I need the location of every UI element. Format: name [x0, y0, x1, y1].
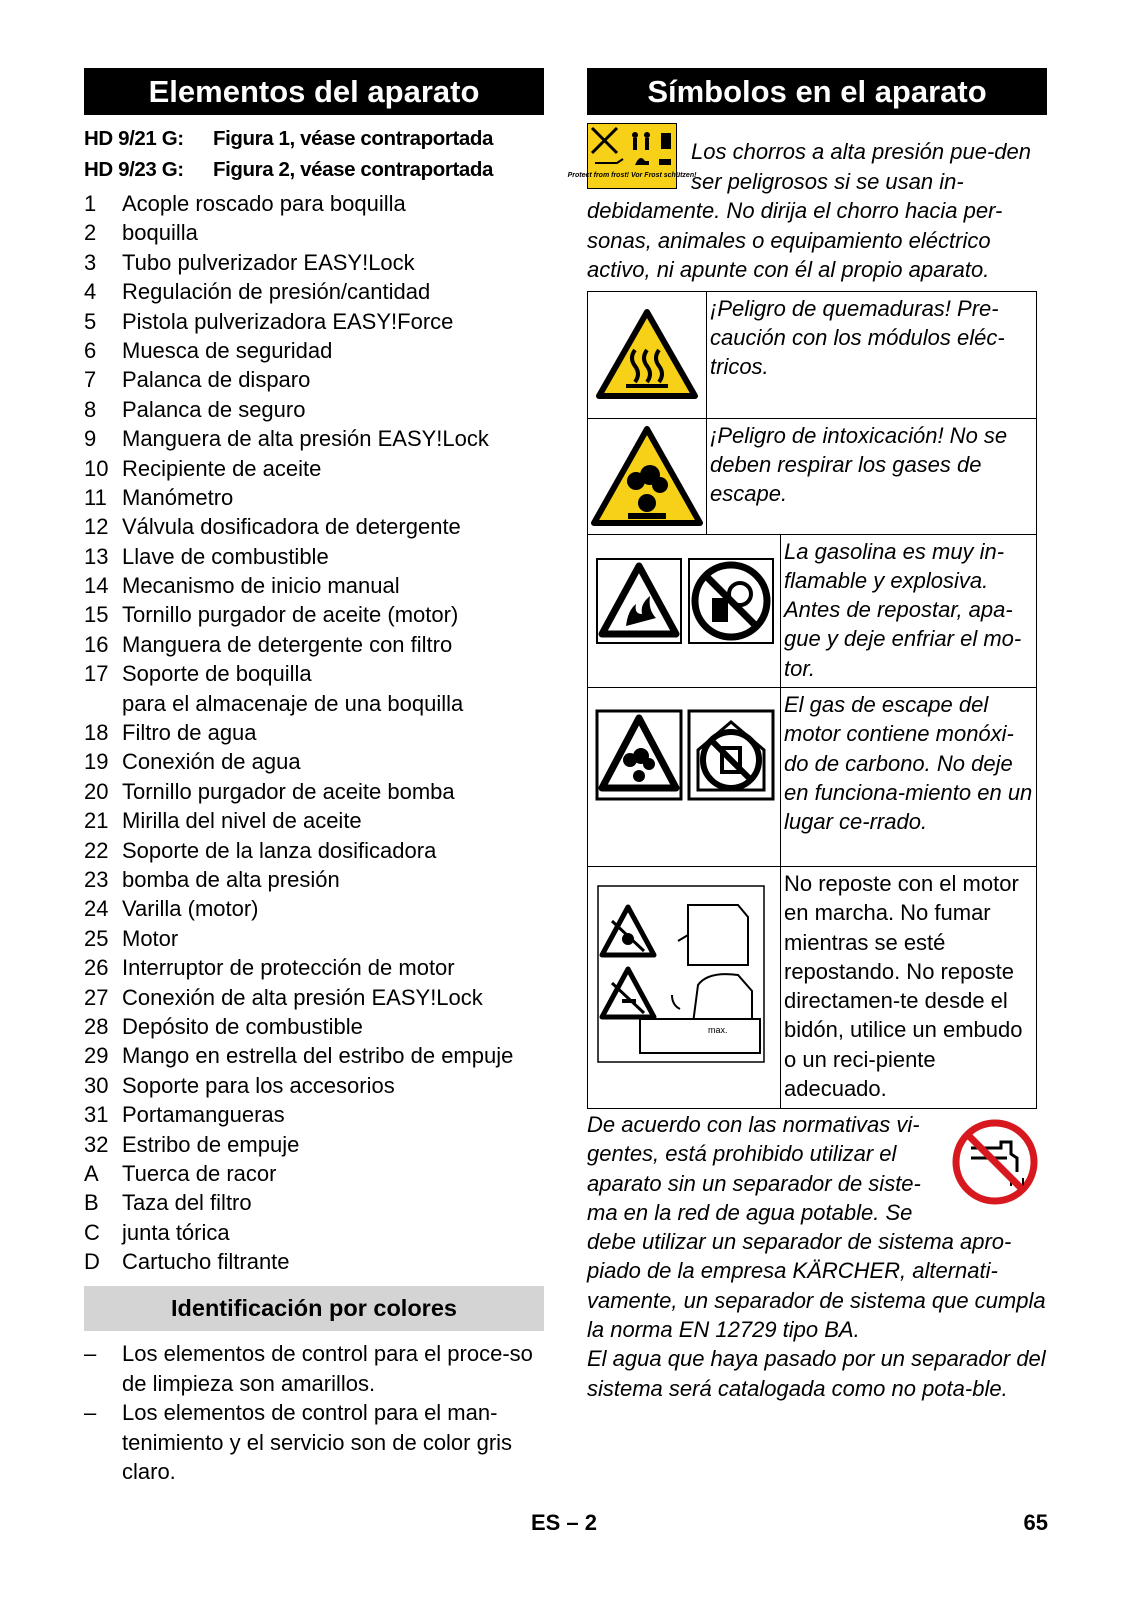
part-number: C [84, 1219, 100, 1245]
part-number: B [84, 1190, 99, 1216]
list-item [84, 600, 544, 629]
part-label: Cartucho filtrante [122, 1249, 290, 1275]
symbols-table-wide [587, 534, 1037, 1109]
list-item [84, 542, 544, 571]
list-item [84, 689, 544, 718]
part-number: 20 [84, 778, 109, 804]
symbol-cell [588, 418, 707, 534]
part-number: 10 [84, 455, 109, 481]
part-number: 15 [84, 602, 109, 628]
part-number: 1 [84, 191, 97, 216]
part-number: 22 [84, 837, 109, 863]
list-item [84, 630, 544, 659]
list-item [84, 865, 544, 894]
model-line-hd921 [84, 123, 544, 154]
part-number: 12 [84, 514, 109, 540]
list-item [84, 1130, 544, 1159]
list-item [84, 248, 544, 277]
list-item [84, 336, 544, 365]
part-number: 25 [84, 925, 109, 951]
water-note-text1: De acuerdo con las normativas vi-gentes, está prohibido utilizar el aparato sin un separador de siste-ma en la red de agua potable. Se debe utilizar un separador de sistema apro-piado de la empresa KÄRCHER, alternati-vamente, un separador de sistema que cumpla la norma EN 12729 tipo BA. [587, 1111, 1046, 1343]
part-number: 7 [84, 367, 97, 393]
refuel-funnel-icon [588, 885, 775, 1085]
part-label: Tuerca de racor [122, 1160, 277, 1186]
no-drinking-water-connection-icon [951, 1118, 1039, 1206]
high-pressure-jet-pictogram-icon [567, 123, 697, 189]
part-number: 21 [84, 808, 109, 834]
water-separator-note [587, 1110, 1047, 1403]
part-label: Tornillo purgador de aceite bomba [122, 778, 455, 804]
part-number: 32 [84, 1131, 109, 1157]
table-row [588, 866, 1037, 1108]
part-label: Soporte de boquilla [122, 661, 312, 687]
part-label: Palanca de seguro [122, 396, 306, 422]
list-item [84, 1071, 544, 1100]
footer-section-label: ES – 2 [530, 1510, 598, 1535]
table-row [588, 534, 1037, 687]
table-row [588, 687, 1037, 866]
part-number: 13 [84, 543, 109, 569]
list-item [84, 307, 544, 336]
part-label: Palanca de disparo [122, 367, 311, 393]
part-label: bomba de alta presión [122, 866, 340, 892]
part-label: para el almacenaje de una boquilla [122, 690, 464, 716]
part-number: 5 [84, 308, 97, 334]
list-item [84, 924, 544, 953]
no-closed-room-icon [688, 710, 774, 800]
part-label: Estribo de empuje [122, 1131, 300, 1157]
part-label: Soporte de la lanza dosificadora [122, 837, 437, 863]
part-label: Depósito de combustible [122, 1013, 363, 1039]
part-number: 18 [84, 720, 109, 746]
part-number: 9 [84, 426, 97, 452]
part-number: 19 [84, 749, 109, 775]
part-label: Tubo pulverizador EASY!Lock [122, 249, 415, 275]
model-ref: Figura 2, véase contraportada [213, 158, 494, 181]
list-item [84, 1041, 544, 1070]
part-label: Mirilla del nivel de aceite [122, 808, 362, 834]
canister-max-label: max. [708, 1024, 728, 1035]
list-item [84, 424, 544, 453]
symbol-text: ¡Peligro de quemaduras! Pre-caución con los módulos eléc-tricos. [707, 291, 1037, 418]
part-label: Mango en estrella del estribo de empuje [122, 1043, 514, 1069]
part-label: Regulación de presión/cantidad [122, 279, 431, 305]
part-number [84, 689, 122, 718]
table-row [588, 418, 1037, 534]
right-column [567, 68, 1047, 1403]
list-item [84, 747, 544, 776]
list-item [84, 1247, 544, 1276]
symbol-cell [588, 866, 781, 1108]
list-item [84, 395, 544, 424]
model-code: HD 9/21 G: [84, 127, 184, 150]
part-number: 17 [84, 661, 109, 687]
list-item [84, 1012, 544, 1041]
part-number: 8 [84, 396, 97, 422]
part-label: Conexión de agua [122, 749, 301, 775]
model-line-hd923 [84, 154, 544, 185]
toxic-gas-warning-icon [588, 419, 706, 529]
color-list [84, 1339, 544, 1487]
part-number: 2 [84, 220, 97, 246]
list-item [84, 277, 544, 306]
part-label: Interruptor de protección de motor [122, 955, 455, 981]
pictogram-text: Protect from frost! Vor Frost schützen! [567, 172, 697, 179]
flammable-warning-icon [596, 558, 682, 644]
parts-list [84, 189, 544, 1276]
part-label: Muesca de seguridad [122, 337, 333, 363]
part-number: 4 [84, 279, 97, 305]
part-label: Motor [122, 925, 179, 951]
list-item [84, 483, 544, 512]
list-item [84, 1100, 544, 1129]
table-row [588, 291, 1037, 418]
list-item [84, 1159, 544, 1188]
left-column [84, 68, 544, 1487]
part-label: Acople roscado para boquilla [122, 191, 406, 216]
intro-text: Los chorros a alta presión pue-den ser peligrosos si se usan in-debidamente. No dirija el chorro hacia per-sonas, animales o equipamiento eléctrico activo, ni apunte con él al propio aparato. [587, 139, 1031, 282]
part-number: 28 [84, 1013, 109, 1039]
list-item [84, 777, 544, 806]
model-code: HD 9/23 G: [84, 158, 184, 181]
list-item [84, 571, 544, 600]
list-item [84, 454, 544, 483]
part-label: Válvula dosificadora de detergente [122, 514, 461, 540]
list-item [84, 659, 544, 688]
part-label: Filtro de agua [122, 720, 257, 746]
co-toxic-warning-icon [596, 710, 682, 800]
part-number: 26 [84, 955, 109, 981]
water-note-text2: El agua que haya pasado por un separador del sistema será catalogada como no pota-ble. [587, 1346, 1046, 1401]
part-label: Manguera de detergente con filtro [122, 631, 453, 657]
symbols-table [587, 291, 1037, 535]
symbol-text: No reposte con el motor en marcha. No fumar mientras se esté repostando. No reposte directamen-te desde el bidón, utilice un embudo o un reci-piente adecuado. [781, 866, 1037, 1108]
list-item [84, 836, 544, 865]
part-number: 14 [84, 573, 109, 599]
symbol-text: La gasolina es muy in-flamable y explosiva. Antes de repostar, apa-gue y deje enfriar el mo-tor. [781, 534, 1037, 687]
list-item [84, 512, 544, 541]
part-number: 31 [84, 1102, 109, 1128]
list-item [84, 953, 544, 982]
part-label: Pistola pulverizadora EASY!Force [122, 308, 454, 334]
part-label: junta tórica [122, 1219, 230, 1245]
list-item [84, 1188, 544, 1217]
part-number: 11 [84, 484, 107, 510]
part-number: 27 [84, 984, 109, 1010]
part-number: D [84, 1249, 100, 1275]
part-number: 24 [84, 896, 109, 922]
symbol-text: El gas de escape del motor contiene monóxi-do de carbono. No deje en funciona-miento en un lugar ce-rrado. [781, 687, 1037, 866]
part-label: Recipiente de aceite [122, 455, 322, 481]
section-title-symbols: Símbolos en el aparato [587, 68, 1047, 115]
part-label: Manómetro [122, 484, 234, 510]
part-label: Llave de combustible [122, 543, 329, 569]
list-item [84, 806, 544, 835]
subsection-title-colors: Identificación por colores [84, 1286, 544, 1331]
part-number: 6 [84, 337, 97, 363]
part-label: Conexión de alta presión EASY!Lock [122, 984, 483, 1010]
symbol-cell [588, 687, 781, 866]
part-number: 16 [84, 631, 109, 657]
part-label: Mecanismo de inicio manual [122, 573, 400, 599]
list-item [84, 1218, 544, 1247]
hot-surface-warning-icon [588, 292, 706, 412]
list-item [84, 365, 544, 394]
part-label: Manguera de alta presión EASY!Lock [122, 426, 489, 452]
list-item [84, 189, 544, 218]
part-label: Portamangueras [122, 1102, 285, 1128]
part-number: 23 [84, 866, 109, 892]
part-label: Tornillo purgador de aceite (motor) [122, 602, 459, 628]
list-item [84, 983, 544, 1012]
part-label: Soporte para los accesorios [122, 1072, 395, 1098]
section-title-elements: Elementos del aparato [84, 68, 544, 115]
part-label: Taza del filtro [122, 1190, 252, 1216]
symbol-cell [588, 534, 781, 687]
symbol-text: ¡Peligro de intoxicación! No se deben respirar los gases de escape. [707, 418, 1037, 534]
list-item: – Los elementos de control para el man-tenimiento y el servicio son de color gris claro. [84, 1400, 513, 1485]
page-number: 65 [1023, 1510, 1048, 1535]
model-ref: Figura 1, véase contraportada [213, 127, 494, 150]
list-item [84, 894, 544, 923]
part-label: Varilla (motor) [122, 896, 259, 922]
part-number: 29 [84, 1043, 109, 1069]
part-number: 3 [84, 249, 97, 275]
list-item: – Los elementos de control para el proce-so de limpieza son amarillos. [84, 1341, 533, 1396]
list-item [84, 218, 544, 247]
list-item [84, 718, 544, 747]
part-number: 30 [84, 1072, 109, 1098]
high-pressure-warning [567, 123, 1047, 285]
part-number: A [84, 1160, 99, 1186]
part-label: boquilla [122, 220, 198, 246]
no-refuel-hot-engine-icon [688, 558, 774, 644]
symbol-cell [588, 291, 707, 418]
